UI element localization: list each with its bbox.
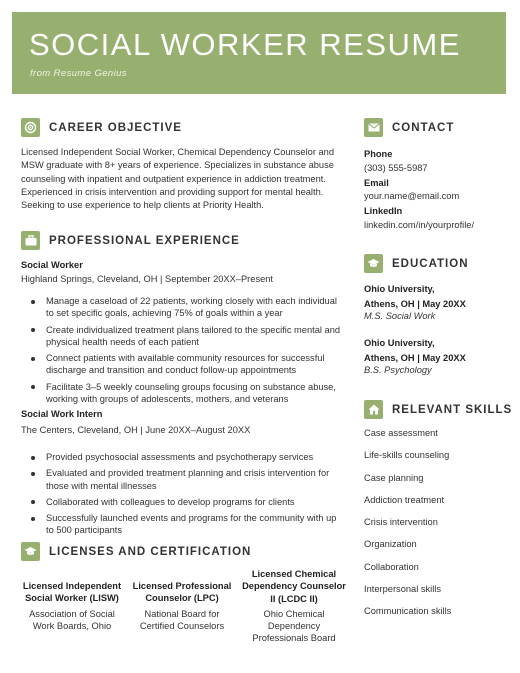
licenses-title: LICENSES AND CERTIFICATION (49, 545, 252, 558)
contact-title: CONTACT (392, 121, 455, 134)
house-icon (364, 400, 383, 419)
objective-line: counseling with inpatient and outpatient experience in addiction treatment. (21, 173, 326, 184)
list-item: Interpersonal skills (364, 584, 441, 595)
list-item: Case planning (364, 472, 424, 483)
list-item: Communication skills (364, 606, 452, 617)
list-item: Create individualized treatment plans tailored to the specific mental and physical health needs of each patient (25, 324, 343, 349)
list-item: Provided psychosocial assessments and psychotherapy services (25, 451, 343, 463)
license-name: Licensed Professional Counselor (LPC) (132, 581, 232, 604)
email-value: your.name@email.com (364, 191, 460, 201)
career-objective-title: CAREER OBJECTIVE (49, 121, 182, 134)
license-name: Licensed Chemical Dependency Counselor II (LCDC II) (242, 569, 346, 604)
list-item: Collaboration (364, 561, 419, 572)
education-school (364, 336, 466, 365)
list-item: Case assessment (364, 428, 438, 438)
list-item: Manage a caseload of 22 patients, working closely with each individual to set specific goals, achieving 75% of goals within a year (25, 295, 343, 320)
envelope-icon (364, 118, 383, 137)
graduation-cap-icon (21, 542, 40, 561)
resume-title: SOCIAL WORKER RESUME (29, 27, 461, 62)
license-org: Association of Social Work Boards, Ohio (29, 608, 115, 631)
list-item: Successfully launched events and programs for the community with up to 500 participants (25, 512, 343, 537)
phone-label: Phone (364, 149, 393, 159)
school-line: Athens, OH | May 20XX (364, 352, 466, 363)
contact-heading (364, 118, 454, 137)
education-title: EDUCATION (392, 257, 469, 270)
skills-list (364, 428, 451, 629)
linkedin-value: linkedin.com/in/yourprofile/ (364, 220, 475, 230)
list-item: Connect patients with available community resources for successful discharge and transition and conduct follow-up appointments (25, 352, 343, 377)
target-icon (21, 118, 40, 137)
experience-title: PROFESSIONAL EXPERIENCE (49, 234, 240, 247)
licenses-heading (21, 542, 251, 561)
list-item: Crisis intervention (364, 517, 438, 528)
license-item (130, 580, 234, 632)
resume-subtitle: from Resume Genius (30, 68, 127, 79)
license-org: National Board for Certified Counselors (139, 608, 225, 631)
list-item: Facilitate 3–5 weekly counseling groups focusing on substance abuse, working with groups of adolescents, mothers, and veterans (25, 381, 343, 406)
job-bullets (25, 295, 343, 409)
career-objective-heading (21, 118, 182, 137)
skills-title: RELEVANT SKILLS (392, 403, 513, 416)
phone-value: (303) 555-5987 (364, 163, 428, 173)
list-item: Life-skills counseling (364, 450, 450, 461)
graduation-cap-icon (364, 254, 383, 273)
skills-heading (364, 400, 512, 419)
education-degree: M.S. Social Work (364, 311, 436, 321)
license-item (240, 568, 348, 645)
license-name: Licensed Independent Social Worker (LISW) (22, 581, 122, 604)
job-title: Social Work Intern (21, 409, 103, 419)
list-item: Addiction treatment (364, 494, 445, 505)
list-item: Collaborated with colleagues to develop programs for clients (25, 496, 343, 508)
school-line: Ohio University, (364, 284, 435, 294)
resume-header (12, 12, 506, 94)
list-item: Organization (364, 539, 417, 550)
list-item: Evaluated and provided treatment planning and crisis intervention for those with mental illnesses (25, 467, 343, 492)
objective-line: Seeking to use experience to help clients at Priority Health. (21, 200, 264, 211)
job-subtitle: The Centers, Cleveland, OH | June 20XX–August 20XX (21, 425, 251, 435)
education-heading (364, 254, 469, 273)
career-objective-text (21, 146, 351, 212)
linkedin-label: LinkedIn (364, 206, 403, 216)
school-line: Ohio University, (364, 338, 435, 348)
job-title: Social Worker (21, 260, 83, 270)
objective-line: MSW graduate with 8+ years of experience. Specializes in substance abuse (21, 160, 334, 171)
briefcase-icon (21, 231, 40, 250)
education-degree: B.S. Psychology (364, 365, 432, 375)
email-label: Email (364, 178, 389, 188)
job-bullets (25, 451, 343, 541)
education-school (364, 282, 466, 311)
experience-heading (21, 231, 240, 250)
objective-line: Licensed Independent Social Worker, Chemical Dependency Counselor and (21, 147, 335, 157)
license-org: Ohio Chemical Dependency Professionals Board (252, 608, 336, 644)
job-subtitle: Highland Springs, Cleveland, OH | September 20XX–Present (21, 274, 274, 284)
school-line: Athens, OH | May 20XX (364, 298, 466, 309)
objective-line: Experienced in crisis intervention and providing support for mental health. (21, 186, 324, 197)
license-item (18, 580, 126, 632)
